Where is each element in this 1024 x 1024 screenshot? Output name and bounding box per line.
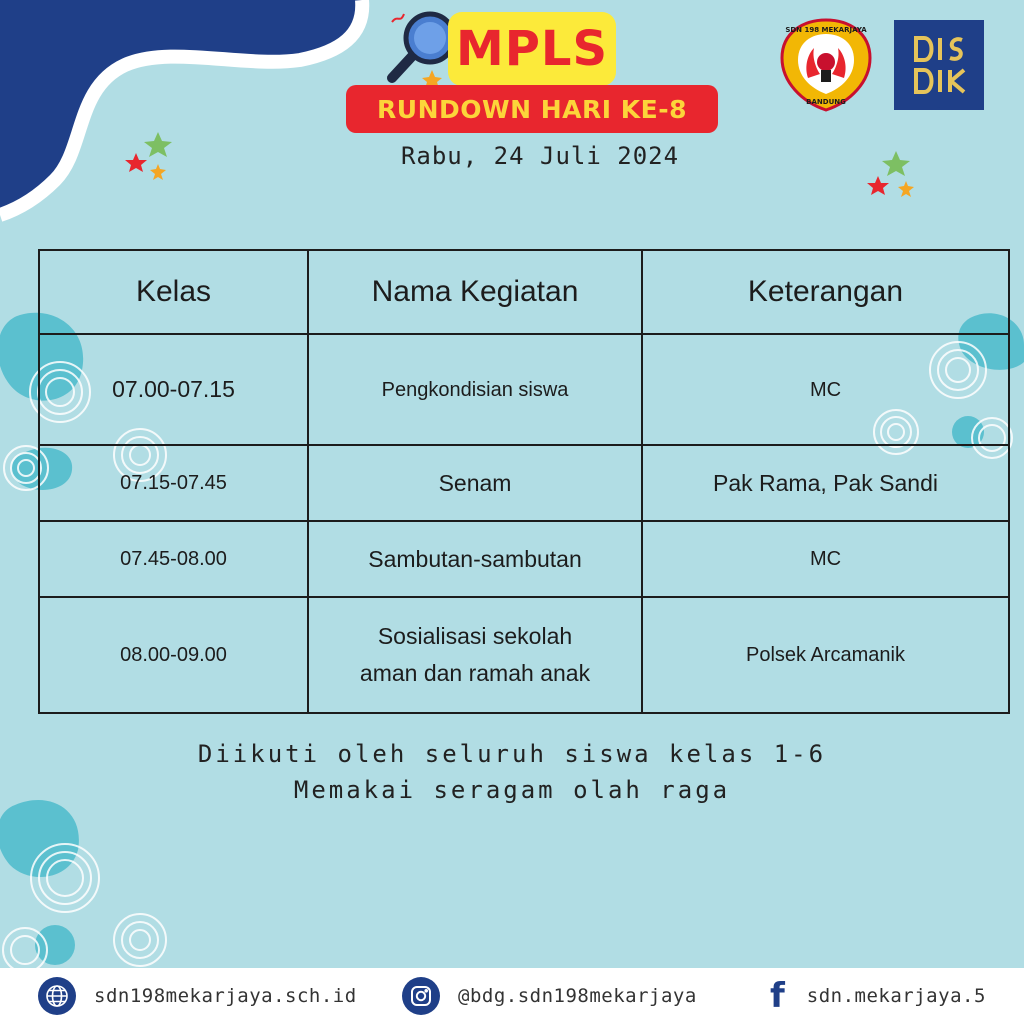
row-time: 08.00-09.00 (39, 597, 308, 713)
instagram-icon (402, 977, 440, 1015)
table-header-row (39, 250, 1009, 334)
mpls-title-badge (448, 12, 616, 86)
row-time: 07.00-07.15 (39, 334, 308, 445)
facebook-icon: f (770, 976, 785, 1016)
row-activity (308, 597, 642, 713)
rundown-badge (346, 85, 718, 133)
rundown-table (38, 249, 1010, 714)
row-time: 07.15-07.45 (39, 445, 308, 521)
school-logo (778, 18, 874, 112)
globe-icon (38, 977, 76, 1015)
row-activity: Sambutan-sambutan (308, 521, 642, 597)
note-uniform: Memakai seragam olah raga (293, 776, 731, 804)
mpls-title: MPLS (455, 21, 609, 77)
website-link[interactable]: sdn198mekarjaya.sch.id (94, 985, 357, 1007)
header-kelas: Kelas (39, 250, 308, 334)
disdik-logo (894, 20, 984, 110)
row-activity-line1: Sosialisasi sekolah (377, 623, 573, 650)
school-logo-name: SDN 198 MEKARJAYA (785, 26, 867, 34)
table-row (39, 521, 1009, 597)
row-activity: Senam (308, 445, 642, 521)
note-participants: Diikuti oleh seluruh siswa kelas 1-6 (197, 740, 827, 768)
school-logo-city: BANDUNG (806, 98, 846, 106)
footer-bar (0, 968, 1024, 1024)
row-activity-line2: aman dan ramah anak (359, 660, 591, 686)
table-row (39, 445, 1009, 521)
row-note: Pak Rama, Pak Sandi (642, 445, 1009, 521)
instagram-handle[interactable]: @bdg.sdn198mekarjaya (458, 985, 697, 1007)
footer-instagram[interactable] (402, 968, 697, 1024)
header-nama-kegiatan: Nama Kegiatan (308, 250, 642, 334)
row-note: Polsek Arcamanik (642, 597, 1009, 713)
table-row (39, 334, 1009, 445)
row-note: MC (642, 521, 1009, 597)
facebook-page[interactable]: sdn.mekarjaya.5 (806, 985, 986, 1007)
row-note: MC (642, 334, 1009, 445)
header-keterangan: Keterangan (642, 250, 1009, 334)
disdik-logo-text: DISDIK (937, 108, 941, 109)
footer-website[interactable] (38, 968, 357, 1024)
event-date: Rabu, 24 Juli 2024 (400, 142, 680, 170)
row-activity: Pengkondisian siswa (308, 334, 642, 445)
row-time: 07.45-08.00 (39, 521, 308, 597)
table-row (39, 597, 1009, 713)
rundown-title: RUNDOWN HARI KE-8 (377, 94, 687, 124)
footer-facebook[interactable] (770, 968, 986, 1024)
